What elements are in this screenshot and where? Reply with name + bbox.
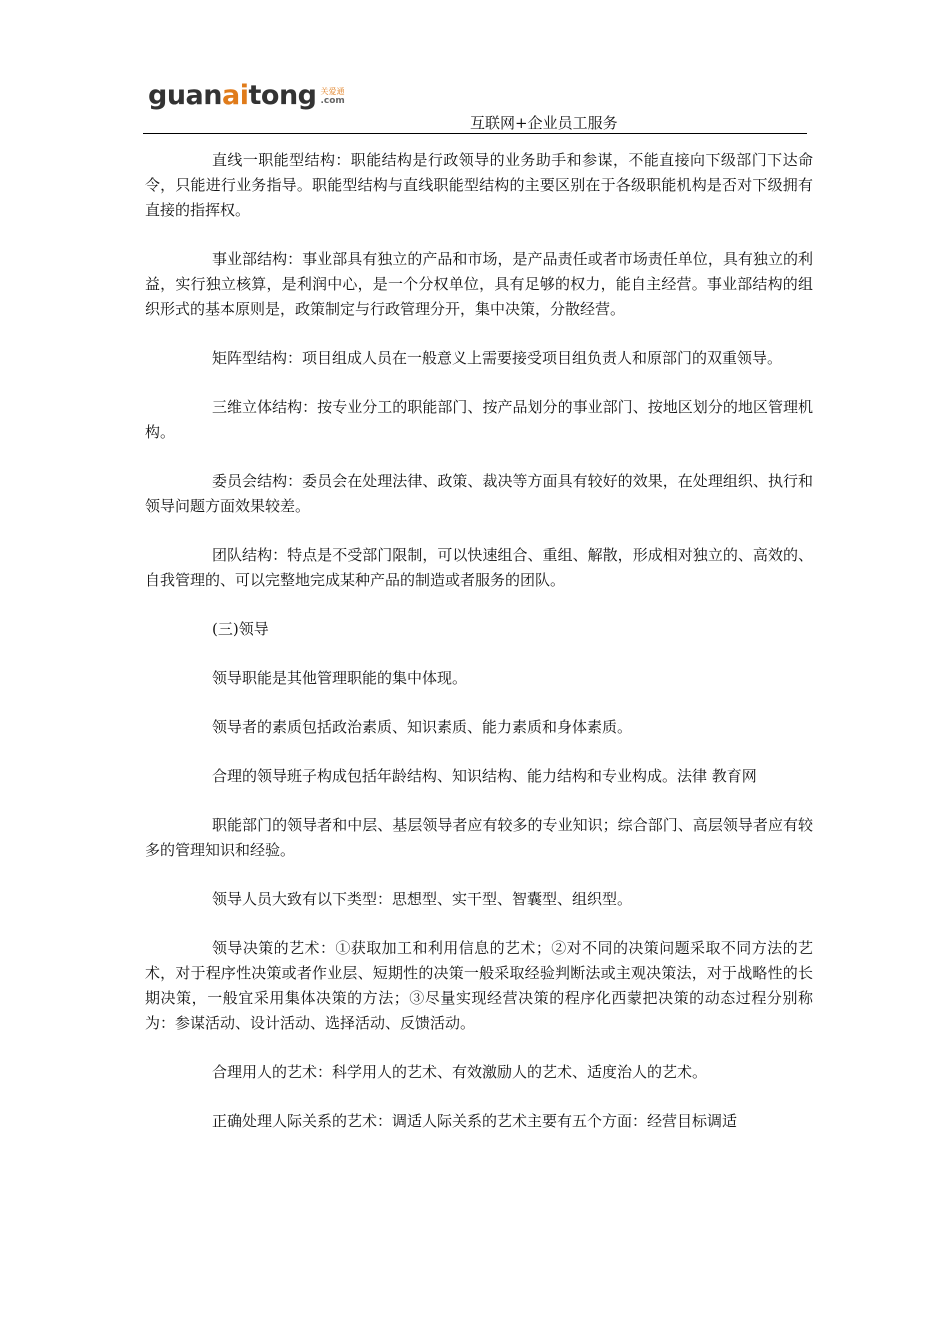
paragraph-leader-knowledge: 职能部门的领导者和中层、基层领导者应有较多的专业知识；综合部门、高层领导者应有较多的管理知识和经验。 <box>145 816 813 859</box>
section-heading-leadership: (三)领导 <box>212 620 269 638</box>
paragraph-matrix-structure: 矩阵型结构：项目组成人员在一般意义上需要接受项目组负责人和原部门的双重领导。 <box>212 349 783 367</box>
paragraph-relationship-art: 正确处理人际关系的艺术：调适人际关系的艺术主要有五个方面：经营目标调适 <box>212 1112 738 1130</box>
paragraph-committee-structure: 委员会结构：委员会在处理法律、政策、裁决等方面具有较好的效果，在处理组织、执行和领导问题方面效果较差。 <box>145 472 813 515</box>
paragraph-employment-art: 合理用人的艺术：科学用人的艺术、有效激励人的艺术、适度治人的艺术。 <box>212 1063 708 1081</box>
paragraph-leader-types: 领导人员大致有以下类型：思想型、实干型、智囊型、组织型。 <box>212 890 633 908</box>
paragraph-leadership-function: 领导职能是其他管理职能的集中体现。 <box>212 669 468 687</box>
logo-wordmark <box>148 80 317 111</box>
paragraph-decision-art: 领导决策的艺术：①获取加工和利用信息的艺术；②对不同的决策问题采取不同方法的艺术，对于程序性决策或者作业层、短期性的决策一般采取经验判断法或主观决策法，对于战略性的长期决策，一般宜采用集体决策的方法；③尽量实现经营决策的程序化西蒙把决策的动态过程分别称为：参谋活动、设计活动、选择活动、反馈活动。 <box>145 939 813 1032</box>
logo-suffix: tong <box>248 80 317 111</box>
logo-dotcom: .com <box>320 95 345 106</box>
paragraph-team-structure: 团队结构：特点是不受部门限制，可以快速组合、重组、解散，形成相对独立的、高效的、自我管理的、可以完整地完成某种产品的制造或者服务的团队。 <box>145 546 813 589</box>
paragraph-leader-qualities: 领导者的素质包括政治素质、知识素质、能力素质和身体素质。 <box>212 718 633 736</box>
paragraph-leadership-team: 合理的领导班子构成包括年龄结构、知识结构、能力结构和专业构成。法律 教育网 <box>212 767 757 785</box>
document-body <box>145 148 813 1158</box>
paragraph-divisional-structure: 事业部结构：事业部具有独立的产品和市场，是产品责任或者市场责任单位，具有独立的利益，实行独立核算，是利润中心，是一个分权单位，具有足够的权力，能自主经营。事业部结构的组织形式的基本原则是，政策制定与行政管理分开，集中决策，分散经营。 <box>145 250 813 318</box>
logo-prefix: guan <box>148 80 222 111</box>
guanaitong-logo <box>148 80 345 111</box>
paragraph-line-functional-structure: 直线一职能型结构：职能结构是行政领导的业务助手和参谋，不能直接向下级部门下达命令，只能进行业务指导。职能型结构与直线职能型结构的主要区别在于各级职能机构是否对下级拥有直接的指挥权。 <box>145 151 813 219</box>
logo-chinese-name: 关爱通 <box>320 87 345 97</box>
logo-accent: ai <box>222 80 249 111</box>
logo-domain <box>321 88 345 106</box>
header-divider <box>143 133 807 134</box>
header-tagline: 互联网+企业员工服务 <box>470 114 618 132</box>
paragraph-3d-structure: 三维立体结构：按专业分工的职能部门、按产品划分的事业部门、按地区划分的地区管理机构。 <box>145 398 813 441</box>
